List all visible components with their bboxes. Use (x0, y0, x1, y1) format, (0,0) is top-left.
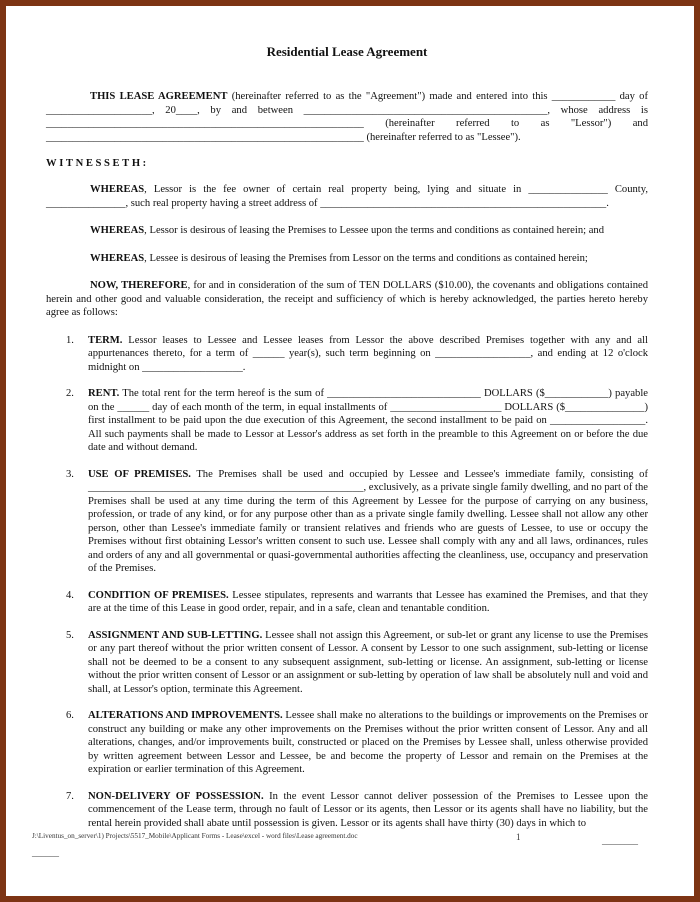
term-text: Lessee shall not assign this Agreement, or sub-let or grant any license to use the Premises or any part thereof without the prior written consent of Lessor. A consent by Lessor to one such assignment, sub-letting or license shall not be deemed to be a consent to any subsequent assignment, sub-letting or license. An assignment, sub-letting or license without the prior written consent of Lessor or an assignment or sub-letting by operation of law shall be absolutely null and void and shall, at Lessor's option, terminate this Agreement. (88, 629, 649, 695)
intro-lead: THIS LEASE AGREEMENT (90, 91, 228, 102)
whereas-text: , Lessee is desirous of leasing the Premises from Lessor on the terms and conditions as contained herein; (144, 252, 588, 264)
term-heading: NON-DELIVERY OF POSSESSION. (88, 790, 264, 802)
page-number: 1 (516, 832, 521, 842)
term-heading: TERM. (88, 334, 123, 346)
document-page (6, 6, 694, 896)
term-heading: CONDITION OF PREMISES. (88, 589, 229, 601)
whereas-text: , Lessor is the fee owner of certain real property being, lying and situate in _______________ County, _______________, such real property having a street address of ______________________________________________________. (46, 184, 648, 209)
term-item (46, 709, 648, 777)
whereas-keyword: WHEREAS (90, 225, 145, 236)
initials-line-right: ________ (602, 836, 638, 846)
whereas-paragraph-3 (46, 252, 648, 266)
terms-list (46, 334, 648, 831)
term-item (46, 790, 648, 831)
term-number: 3. (66, 468, 74, 480)
whereas-keyword: WHEREAS (90, 184, 145, 195)
term-item (46, 589, 648, 616)
term-item (46, 468, 648, 576)
term-heading: RENT. (88, 388, 120, 399)
term-text: The Premises shall be used and occupied by Lessee and Lessee's immediate family, consisting of ____________________________________________________, exclusively, as a private single family dwelling, and no part of the Premises shall be used at any time during the term of this Agreement by Lessee for the purpose of carrying on any business, profession, or trade of any kind, or for any purpose other than as a private single family dwelling. Lessee shall not allow any other person, other than Lessee's immediate family or transient relatives and friends who are guests of Lessee, to use or occupy the Premises without first obtaining Lessor's written consent to such use. Lessee shall comply with any and all laws, ordinances, rules and orders of any and all governmental or quasi-governmental authorities affecting the cleanliness, use, occupancy and preservation of the Premises. (88, 468, 648, 574)
term-text: Lessor leases to Lessee and Lessee leases from Lessor the above described Premises together with any and all appurtenances thereto, for a term of ______ year(s), such term beginning on __________________, and ending at 12 o'clock midnight on ___________________. (88, 334, 648, 373)
term-heading: ALTERATIONS AND IMPROVEMENTS. (88, 710, 283, 721)
document-title: Residential Lease Agreement (266, 44, 428, 59)
witnesseth-heading: WITNESSETH: (46, 158, 149, 169)
term-heading: USE OF PREMISES. (88, 468, 191, 480)
term-number: 4. (66, 589, 74, 601)
term-text: The total rent for the term hereof is the sum of _____________________________ DOLLARS ($____________) payable on the ______ day of each month of the term, in equal installments of _____________________ DOLLARS ($_______________) first installment to be paid upon the due execution of this Agreement, the second installment to be paid on __________________. All such payments shall be made to Lessor at Lessor's address as set forth in the preamble to this Agreement on or before the due date and without demand. (88, 388, 648, 453)
intro-text: (hereinafter referred to as the "Agreement") made and entered into this ____________ day of ____________________, 20____, by and between ______________________________________________, whose address is ____________________________________________________________ (hereinafter referred to as "Lessor") and ____________________________________________________________ (hereinafter referred to as "Lessee"). (46, 91, 648, 143)
file-path: J:\Liventus_on_server\1) Projects\5517_Mobile\Applicant Forms - Lease\excel - word files\Lease agreement.doc (32, 832, 358, 840)
term-number: 2. (66, 388, 74, 399)
term-number: 7. (66, 790, 74, 802)
term-text: Lessee stipulates, represents and warrants that Lessee has examined the Premises, and that they are at the time of this Lease in good order, repair, and in a safe, clean and tenantable condition. (88, 589, 648, 614)
whereas-text: , Lessor is desirous of leasing the Premises to Lessee upon the terms and conditions as contained herein; and (144, 225, 605, 236)
whereas-paragraph-2 (46, 224, 648, 238)
intro-paragraph (46, 90, 648, 144)
term-text: In the event Lessor cannot deliver possession of the Premises to Lessee upon the commencement of the Lease term, through no fault of Lessor or its agents, then Lessor or its agents shall have no liability, but the rental herein provided shall abate until possession is given. Lessor or its agents shall have thirty (30) days in which to (88, 790, 648, 829)
therefore-keyword: NOW, THEREFORE (90, 280, 188, 291)
term-number: 5. (66, 629, 74, 641)
whereas-keyword: WHEREAS (90, 252, 145, 264)
term-number: 6. (66, 710, 74, 721)
page-footer (32, 832, 652, 858)
term-heading: ASSIGNMENT AND SUB-LETTING. (88, 629, 263, 641)
therefore-text: , for and in consideration of the sum of TEN DOLLARS ($10.00), the covenants and obligations contained herein and other good and valuable consideration, the receipt and sufficiency of which is hereby acknowledged, the parties hereto hereby agree as follows: (46, 280, 648, 318)
term-item (46, 629, 648, 697)
term-text: Lessee shall make no alterations to the buildings or improvements on the Premises or construct any building or make any other improvements on the Premises without the prior written consent of Lessor. Any and all alterations, changes, and/or improvements built, constructed or placed on the Premises by Lessee shall, unless otherwise provided by written agreement between Lessor and Lessee, be and become the property of Lessor and remain on the Premises at the expiration or earlier termination of this Agreement. (88, 710, 649, 775)
term-item (46, 334, 648, 375)
therefore-paragraph (46, 279, 648, 320)
term-number: 1. (66, 334, 74, 346)
whereas-paragraph-1 (46, 183, 648, 210)
initials-line-left: ______ (32, 848, 59, 858)
term-item (46, 387, 648, 455)
